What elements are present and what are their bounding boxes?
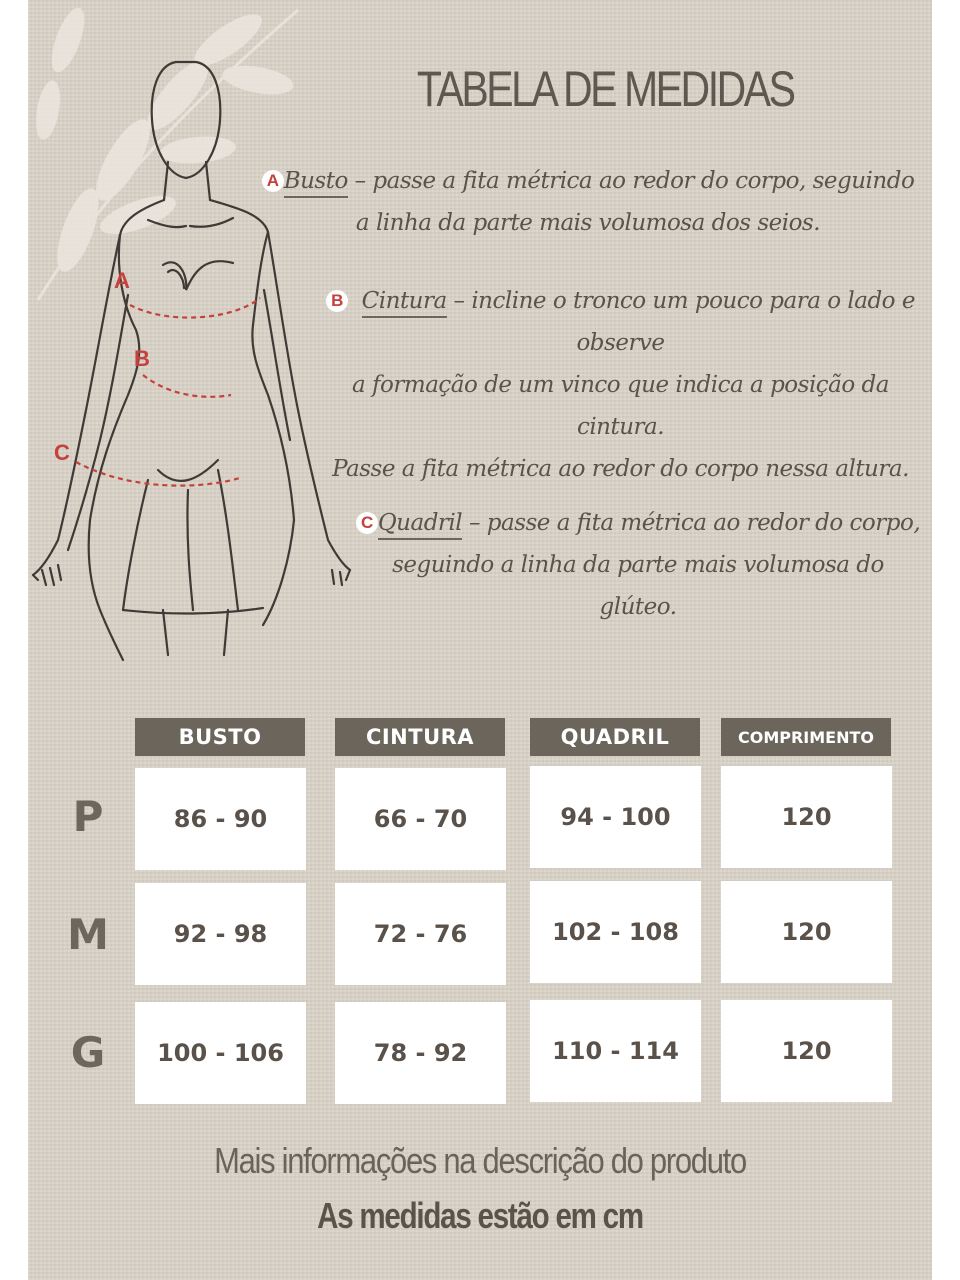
table-cell: 120 bbox=[721, 881, 892, 983]
table-cell: 110 - 114 bbox=[530, 1000, 701, 1102]
footer-more-info: Mais informações na descrição do produto bbox=[214, 1140, 746, 1181]
badge-a: A bbox=[262, 170, 284, 192]
table-cell: 102 - 108 bbox=[530, 881, 701, 983]
header-quadril: QUADRIL bbox=[530, 718, 700, 756]
footer-units-note: As medidas estão em cm bbox=[317, 1195, 643, 1236]
table-cell: 120 bbox=[721, 766, 892, 868]
header-busto: BUSTO bbox=[135, 718, 305, 756]
table-cell: 100 - 106 bbox=[135, 1002, 306, 1104]
badge-b: B bbox=[326, 290, 348, 312]
figure-label-c: C bbox=[54, 440, 70, 465]
figure-label-a: A bbox=[114, 268, 130, 293]
term-busto: Busto bbox=[284, 168, 348, 198]
figure-label-b: B bbox=[134, 346, 150, 371]
page-title: TABELA DE MEDIDAS bbox=[416, 61, 794, 117]
size-chart-page bbox=[28, 0, 932, 1280]
header-comprimento: COMPRIMENTO bbox=[721, 718, 891, 756]
table-cell: 86 - 90 bbox=[135, 768, 306, 870]
header-cintura: CINTURA bbox=[335, 718, 505, 756]
size-label-p: P bbox=[72, 792, 104, 841]
table-cell: 120 bbox=[721, 1000, 892, 1102]
term-quadril: Quadril bbox=[378, 510, 462, 540]
size-label-g: G bbox=[70, 1028, 106, 1077]
table-cell: 78 - 92 bbox=[335, 1002, 506, 1104]
instruction-cintura: B Cintura – incline o tronco um pouco para o lado e observe a formação de um vinco que indica a posição da cintura. Passe a fita métrica ao redor do corpo nessa altura. bbox=[313, 280, 928, 490]
instruction-quadril: C Quadril – passe a fita métrica ao redor do corpo, seguindo a linha da parte mais volumosa do glúteo. bbox=[348, 502, 928, 628]
term-cintura: Cintura bbox=[362, 288, 447, 318]
table-cell: 92 - 98 bbox=[135, 883, 306, 985]
size-label-m: M bbox=[67, 910, 109, 959]
instruction-busto: A Busto – passe a fita métrica ao redor do corpo, seguindo a linha da parte mais volumosa dos seios. bbox=[258, 160, 918, 244]
table-cell: 66 - 70 bbox=[335, 768, 506, 870]
table-cell: 94 - 100 bbox=[530, 766, 701, 868]
badge-c: C bbox=[356, 512, 378, 534]
table-cell: 72 - 76 bbox=[335, 883, 506, 985]
